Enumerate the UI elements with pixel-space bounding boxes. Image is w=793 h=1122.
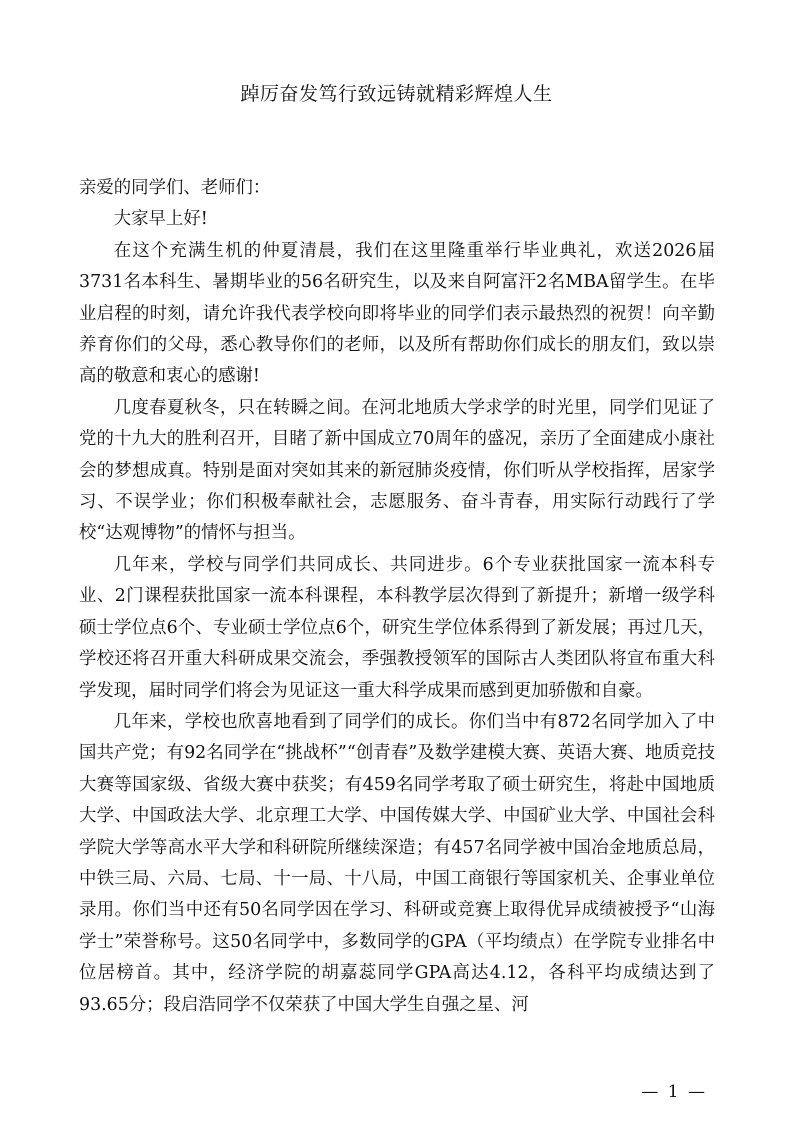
- paragraph-opening: 在这个充满生机的仲夏清晨，我们在这里隆重举行毕业典礼，欢送2026届3731名本科生、暑期毕业的56名研究生，以及来自阿富汗2名MBA留学生。在毕业启程的时刻，请允许我代表学校向即将毕业的同学们表示最热烈的祝贺！向辛勤养育你们的父母，悉心教导你们的老师，以及所有帮助你们成长的朋友们，致以崇高的敬意和衷心的感谢!: [79, 240, 715, 387]
- paragraph-school-years: 几度春夏秋冬，只在转瞬之间。在河北地质大学求学的时光里，同学们见证了党的十九大的胜利召开，目睹了新中国成立70周年的盛况，亲历了全面建成小康社会的梦想成真。特别是面对突如其来的新冠肺炎疫情，你们听从学校指挥，居家学习、不误学业；你们积极奉献社会，志愿服务、奋斗青春，用实际行动践行了学校“达观博物”的情怀与担当。: [79, 397, 715, 544]
- page-number: — 1 —: [641, 1082, 707, 1102]
- document-body: [79, 173, 715, 1021]
- document-title: 踔厉奋发笃行致远铸就精彩辉煌人生: [240, 83, 553, 105]
- paragraph-school-progress: 几年来，学校与同学们共同成长、共同进步。6个专业获批国家一流本科专业、2门课程获批国家一流本科课程，本科教学层次得到了新提升；新增一级学科硕士学位点6个、专业硕士学位点6个，研究生学位体系得到了新发展；再过几天，学校还将召开重大科研成果交流会，季强教授领军的国际古人类团队将宣布重大科学发现，届时同学们将会为见证这一重大科学成果而感到更加骄傲和自豪。: [79, 554, 715, 701]
- paragraph-student-achievements: 几年来，学校也欣喜地看到了同学们的成长。你们当中有872名同学加入了中国共产党；有92名同学在“挑战杯”“创青春”及数学建模大赛、英语大赛、地质竞技大赛等国家级、省级大赛中获奖；有459名同学考取了硕士研究生，将赴中国地质大学、中国政法大学、北京理工大学、中国传媒大学、中国矿业大学、中国社会科学院大学等高水平大学和科研院所继续深造；有457名同学被中国冶金地质总局，中铁三局、六局、七局、十一局、十八局，中国工商银行等国家机关、企事业单位录用。你们当中还有50名同学因在学习、科研或竞赛上取得优异成绩被授予“山海学士”荣誉称号。这50名同学中，多数同学的GPA（平均绩点）在学院专业排名中位居榜首。其中，经济学院的胡嘉蕊同学GPA高达4.12，各科平均成绩达到了93.65分；段启浩同学不仅荣获了中国大学生自强之星、河: [79, 711, 715, 1015]
- salutation: 亲爱的同学们、老师们：: [79, 178, 271, 198]
- paragraph-greeting: 大家早上好!: [113, 209, 208, 230]
